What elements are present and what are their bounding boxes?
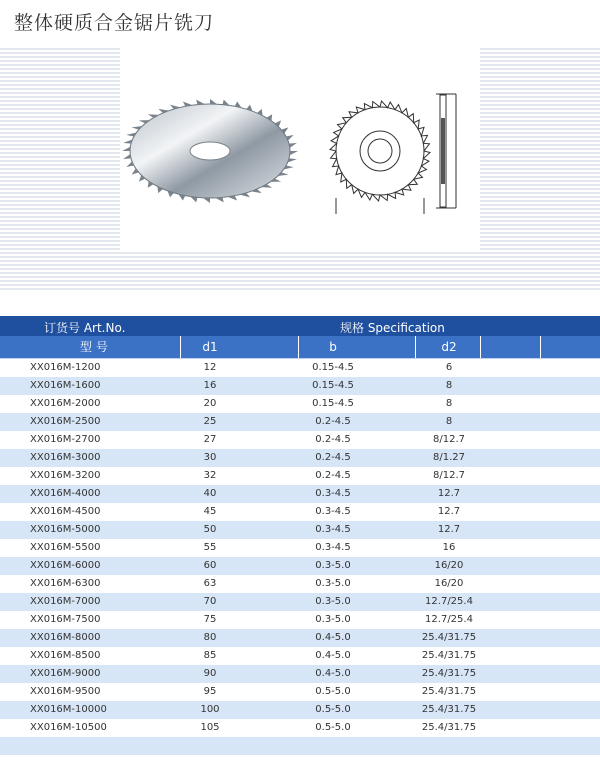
cell-b: 0.5-5.0 (315, 722, 351, 733)
cell-d2: 25.4/31.75 (421, 686, 477, 697)
cell-b: 0.15-4.5 (312, 398, 354, 409)
cell-model: XX016M-1200 (30, 362, 101, 373)
cell-b: 0.2-4.5 (315, 416, 351, 427)
header-specification: 规格 Specification (340, 321, 445, 335)
cell-d2: 12.7/25.4 (425, 596, 473, 607)
table-row (0, 701, 600, 719)
table-row (0, 413, 600, 431)
cell-d2: 12.7/25.4 (425, 614, 473, 625)
column-header-b: b (329, 340, 337, 354)
cell-d1: 100 (200, 704, 220, 715)
cell-model: XX016M-6000 (30, 560, 101, 571)
cell-model: XX016M-2000 (30, 398, 101, 409)
cell-d2: 8/1.27 (433, 452, 465, 463)
cell-d1: 40 (203, 488, 217, 499)
cell-d1: 75 (203, 614, 217, 625)
cell-model: XX016M-2500 (30, 416, 101, 427)
table-row (0, 593, 600, 611)
table-tail (0, 737, 600, 755)
cell-b: 0.3-5.0 (315, 596, 351, 607)
decorative-stripes-right (480, 48, 600, 250)
cell-model: XX016M-5500 (30, 542, 101, 553)
cell-model: XX016M-4000 (30, 488, 101, 499)
cell-d2: 25.4/31.75 (421, 632, 477, 643)
cell-d2: 25.4/31.75 (421, 668, 477, 679)
cell-d2: 6 (445, 362, 453, 373)
table-row (0, 539, 600, 557)
cell-d1: 90 (203, 668, 217, 679)
saw-blade-drawings (120, 48, 480, 250)
cell-d2: 8/12.7 (433, 434, 465, 445)
table-row (0, 431, 600, 449)
cell-model: XX016M-4500 (30, 506, 101, 517)
table-row (0, 647, 600, 665)
cell-d1: 60 (203, 560, 217, 571)
cell-b: 0.3-4.5 (315, 488, 351, 499)
cell-d1: 50 (203, 524, 217, 535)
table-row (0, 359, 600, 377)
cell-d1: 95 (203, 686, 217, 697)
cell-model: XX016M-8500 (30, 650, 101, 661)
table-body (0, 359, 600, 737)
cell-model: XX016M-9000 (30, 668, 101, 679)
cell-model: XX016M-7500 (30, 614, 101, 625)
product-illustration (120, 48, 480, 250)
cell-d2: 25.4/31.75 (421, 704, 477, 715)
cell-b: 0.4-5.0 (315, 668, 351, 679)
saw-blade-front-view (330, 101, 430, 214)
cell-b: 0.2-4.5 (315, 434, 351, 445)
cell-b: 0.3-4.5 (315, 506, 351, 517)
cell-b: 0.3-4.5 (315, 524, 351, 535)
column-header-d1: d1 (202, 340, 218, 354)
cell-d2: 16/20 (434, 560, 464, 571)
cell-d1: 32 (203, 470, 217, 481)
cell-d1: 30 (203, 452, 217, 463)
table-row (0, 449, 600, 467)
cell-b: 0.3-5.0 (315, 560, 351, 571)
table-row (0, 611, 600, 629)
cell-model: XX016M-10000 (30, 704, 107, 715)
cell-d2: 12.7 (437, 488, 461, 499)
cell-d1: 20 (203, 398, 217, 409)
cell-d1: 25 (203, 416, 217, 427)
cell-d1: 63 (203, 578, 217, 589)
cell-model: XX016M-10500 (30, 722, 107, 733)
cell-model: XX016M-5000 (30, 524, 101, 535)
cell-d2: 12.7 (437, 524, 461, 535)
column-header-model: 型 号 (80, 340, 108, 354)
cell-d1: 105 (200, 722, 220, 733)
table-row (0, 377, 600, 395)
saw-blade-side-view (436, 94, 456, 208)
saw-blade-photo (122, 99, 298, 203)
cell-model: XX016M-1600 (30, 380, 101, 391)
table-column-header (0, 336, 600, 359)
table-row (0, 629, 600, 647)
cell-d1: 85 (203, 650, 217, 661)
table-row (0, 683, 600, 701)
table-row (0, 395, 600, 413)
cell-d1: 12 (203, 362, 217, 373)
table-row (0, 665, 600, 683)
cell-d2: 8 (445, 380, 453, 391)
cell-model: XX016M-8000 (30, 632, 101, 643)
cell-d1: 55 (203, 542, 217, 553)
cell-model: XX016M-2700 (30, 434, 101, 445)
cell-d1: 70 (203, 596, 217, 607)
table-row (0, 521, 600, 539)
cell-b: 0.2-4.5 (315, 470, 351, 481)
cell-b: 0.4-5.0 (315, 632, 351, 643)
decorative-stripes-bottom (0, 252, 600, 292)
decorative-stripes-left (0, 48, 120, 250)
cell-b: 0.4-5.0 (315, 650, 351, 661)
cell-d2: 8/12.7 (433, 470, 465, 481)
spec-table (0, 316, 600, 755)
cell-model: XX016M-3000 (30, 452, 101, 463)
cell-b: 0.2-4.5 (315, 452, 351, 463)
cell-b: 0.15-4.5 (312, 380, 354, 391)
cell-model: XX016M-7000 (30, 596, 101, 607)
table-row (0, 503, 600, 521)
table-row (0, 575, 600, 593)
cell-d1: 27 (203, 434, 217, 445)
cell-model: XX016M-3200 (30, 470, 101, 481)
cell-d1: 80 (203, 632, 217, 643)
cell-b: 0.3-5.0 (315, 614, 351, 625)
cell-b: 0.3-4.5 (315, 542, 351, 553)
cell-d2: 8 (445, 398, 453, 409)
cell-d2: 16 (442, 542, 456, 553)
cell-d2: 25.4/31.75 (421, 722, 477, 733)
cell-b: 0.5-5.0 (315, 686, 351, 697)
cell-d2: 12.7 (437, 506, 461, 517)
cell-d2: 25.4/31.75 (421, 650, 477, 661)
cell-b: 0.5-5.0 (315, 704, 351, 715)
cell-model: XX016M-9500 (30, 686, 101, 697)
table-row (0, 485, 600, 503)
cell-d1: 45 (203, 506, 217, 517)
cell-d2: 8 (445, 416, 453, 427)
cell-model: XX016M-6300 (30, 578, 101, 589)
column-header-d2: d2 (441, 340, 457, 354)
cell-b: 0.3-5.0 (315, 578, 351, 589)
header-order-number: 订货号 Art.No. (44, 321, 126, 335)
table-header-top (0, 316, 600, 336)
cell-d1: 16 (203, 380, 217, 391)
table-row (0, 467, 600, 485)
cell-d2: 16/20 (434, 578, 464, 589)
table-row (0, 719, 600, 737)
page-title: 整体硬质合金锯片铣刀 (14, 12, 215, 34)
table-row (0, 557, 600, 575)
cell-b: 0.15-4.5 (312, 362, 354, 373)
